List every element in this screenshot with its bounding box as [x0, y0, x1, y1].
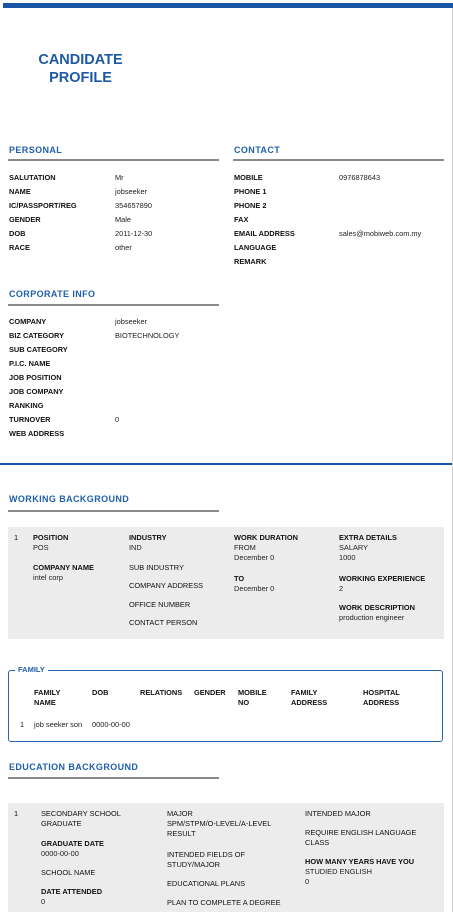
header-line: FAMILY	[291, 688, 318, 697]
label: RACE	[9, 243, 30, 252]
label: EMAIL ADDRESS	[234, 229, 295, 238]
graduate-date-label: GRADUATE DATE	[41, 839, 104, 848]
date-attended-label: DATE ATTENDED	[41, 887, 103, 896]
label: BIZ CATEGORY	[9, 331, 65, 340]
contact-details	[234, 171, 446, 269]
working-industry	[129, 533, 167, 553]
working-experience-value: 2	[339, 584, 344, 593]
value: 0	[115, 415, 120, 424]
corporate-row-company	[9, 315, 219, 329]
working-experience-label: WORKING EXPERIENCE	[339, 574, 426, 583]
sub-industry-label: SUB INDUSTRY	[129, 563, 184, 572]
years-english-label-line1: HOW MANY YEARS HAVE YOU	[305, 857, 415, 866]
value: BIOTECHNOLOGY	[115, 331, 180, 340]
graduate-date-value: 0000-00-00	[41, 849, 79, 858]
personal-row-salutation	[9, 171, 219, 185]
work-description-value: production engineer	[339, 613, 405, 622]
label: FAX	[234, 215, 249, 224]
intended-fields-line: INTENDED FIELDS OF	[167, 850, 246, 859]
value: 354657890	[115, 201, 152, 210]
label: REMARK	[234, 257, 267, 266]
value: Mr	[115, 173, 124, 182]
education-index: 1	[14, 809, 19, 818]
page-title	[28, 51, 133, 87]
corporate-row-ranking	[9, 399, 219, 413]
label: PHONE 1	[234, 187, 267, 196]
personal-divider	[8, 159, 219, 161]
contact-divider	[233, 159, 444, 161]
label: P.I.C. NAME	[9, 359, 51, 368]
industry-label: INDUSTRY	[129, 533, 167, 542]
value: 0976878643	[339, 173, 381, 182]
extra-details-label: EXTRA DETAILS	[339, 533, 397, 542]
contact-row-mobile	[234, 171, 446, 185]
corporate-row-pic-name	[9, 357, 219, 371]
value: jobseeker	[115, 317, 148, 326]
corporate-divider	[8, 304, 219, 306]
position-label: POSITION	[33, 533, 69, 542]
family-col-hospital	[363, 688, 400, 708]
label: SALUTATION	[9, 173, 56, 182]
major-line: MAJOR	[167, 809, 193, 818]
date-attended-value: 0	[41, 897, 46, 906]
contact-row-phone2	[234, 199, 446, 213]
contact-person-label: CONTACT PERSON	[129, 618, 198, 627]
personal-row-name	[9, 185, 219, 199]
label: RANKING	[9, 401, 44, 410]
label: JOB POSITION	[9, 373, 62, 382]
working-extra	[339, 533, 397, 563]
contact-row-remark	[234, 255, 446, 269]
label: DOB	[9, 229, 26, 238]
personal-row-dob	[9, 227, 219, 241]
work-duration-label: WORK DURATION	[234, 533, 298, 542]
family-col-relations: RELATIONS	[140, 688, 183, 697]
salary-value: 1000	[339, 553, 356, 562]
family-col-dob: DOB	[92, 688, 109, 697]
label: MOBILE	[234, 173, 263, 182]
corporate-row-job-position	[9, 371, 219, 385]
major-label	[167, 809, 271, 839]
value: jobseeker	[115, 187, 148, 196]
working-index: 1	[14, 533, 19, 542]
family-col-address	[291, 688, 327, 708]
contact-heading: CONTACT	[234, 145, 281, 155]
qualification-line: GRADUATE	[41, 819, 82, 828]
family-col-name	[34, 688, 60, 708]
to-value: December 0	[234, 584, 275, 593]
corporate-details	[9, 315, 219, 441]
header-line: NAME	[34, 698, 56, 707]
header-line: FAMILY	[34, 688, 61, 697]
working-divider	[8, 510, 219, 512]
family-legend: FAMILY	[15, 665, 48, 674]
date-attended	[41, 887, 102, 907]
family-col-gender: GENDER	[194, 688, 226, 697]
header-line: ADDRESS	[363, 698, 400, 707]
corporate-heading: CORPORATE INFO	[9, 289, 96, 299]
label: TURNOVER	[9, 415, 51, 424]
require-english-label	[305, 828, 416, 848]
label: COMPANY	[9, 317, 47, 326]
qualification-label	[41, 809, 121, 829]
salary-label: SALARY	[339, 543, 369, 552]
personal-row-ic	[9, 199, 219, 213]
personal-heading: PERSONAL	[9, 145, 63, 155]
header-line: HOSPITAL	[363, 688, 400, 697]
school-name-label: SCHOOL NAME	[41, 868, 96, 877]
educational-plans-label: EDUCATIONAL PLANS	[167, 879, 246, 888]
education-heading: EDUCATION BACKGROUND	[9, 762, 139, 772]
personal-row-gender	[9, 213, 219, 227]
header-line: MOBILE	[238, 688, 267, 697]
from-value: December 0	[234, 553, 275, 562]
label: GENDER	[9, 215, 41, 224]
family-row-index: 1	[20, 720, 25, 729]
industry-value: IND	[129, 543, 142, 552]
working-duration	[234, 533, 298, 563]
corporate-row-job-company	[9, 385, 219, 399]
personal-row-race	[9, 241, 219, 255]
major-line: SPM/STPM/O-LEVEL/A-LEVEL	[167, 819, 272, 828]
working-experience	[339, 574, 425, 594]
email-value[interactable]: sales@mobiweb.com.my	[339, 229, 422, 238]
plan-complete-degree-label: PLAN TO COMPLETE A DEGREE	[167, 898, 281, 907]
graduate-date	[41, 839, 104, 859]
label: WEB ADDRESS	[9, 429, 65, 438]
contact-row-language	[234, 241, 446, 255]
family-col-mobile	[238, 688, 267, 708]
company-name-label: COMPANY NAME	[33, 563, 94, 572]
corporate-row-sub-category	[9, 343, 219, 357]
top-accent-bar	[3, 3, 453, 8]
work-description-label: WORK DESCRIPTION	[339, 603, 415, 612]
company-name-value: intel corp	[33, 573, 63, 582]
section-separator	[0, 463, 452, 465]
corporate-row-turnover	[9, 413, 219, 427]
corporate-row-biz-category	[9, 329, 219, 343]
label: PHONE 2	[234, 201, 267, 210]
working-company	[33, 563, 94, 583]
page-title-line-2: PROFILE	[49, 70, 112, 86]
to-label: TO	[234, 574, 245, 583]
family-row-dob: 0000-00-00	[92, 720, 130, 729]
require-english-line: CLASS	[305, 838, 330, 847]
family-row-name: job seeker son	[34, 720, 83, 729]
education-divider	[8, 777, 219, 779]
value: 2011-12-30	[115, 229, 153, 238]
contact-row-fax	[234, 213, 446, 227]
working-to	[234, 574, 274, 594]
major-line: RESULT	[167, 829, 196, 838]
contact-row-phone1	[234, 185, 446, 199]
label: JOB COMPANY	[9, 387, 64, 396]
company-address-label: COMPANY ADDRESS	[129, 581, 204, 590]
office-number-label: OFFICE NUMBER	[129, 600, 191, 609]
position-value: POS	[33, 543, 49, 552]
require-english-line: REQUIRE ENGLISH LANGUAGE	[305, 828, 417, 837]
contact-row-email	[234, 227, 446, 241]
years-english-label-line2: STUDIED ENGLISH	[305, 867, 372, 876]
value: Male	[115, 215, 132, 224]
personal-details	[9, 171, 219, 255]
label: NAME	[9, 187, 31, 196]
working-position	[33, 533, 68, 553]
qualification-line: SECONDARY SCHOOL	[41, 809, 121, 818]
header-line: NO	[238, 698, 250, 707]
working-description	[339, 603, 415, 623]
intended-fields-label	[167, 850, 245, 870]
label: LANGUAGE	[234, 243, 277, 252]
header-line: ADDRESS	[291, 698, 328, 707]
intended-major-label: INTENDED MAJOR	[305, 809, 371, 818]
working-heading: WORKING BACKGROUND	[9, 494, 130, 504]
intended-fields-line: STUDY/MAJOR	[167, 860, 220, 869]
page-title-line-1: CANDIDATE	[38, 52, 123, 68]
years-english	[305, 857, 414, 887]
label: SUB CATEGORY	[9, 345, 68, 354]
value: other	[115, 243, 132, 252]
corporate-row-web-address	[9, 427, 219, 441]
years-english-value: 0	[305, 877, 310, 886]
from-label: FROM	[234, 543, 256, 552]
label: IC/PASSPORT/REG	[9, 201, 77, 210]
